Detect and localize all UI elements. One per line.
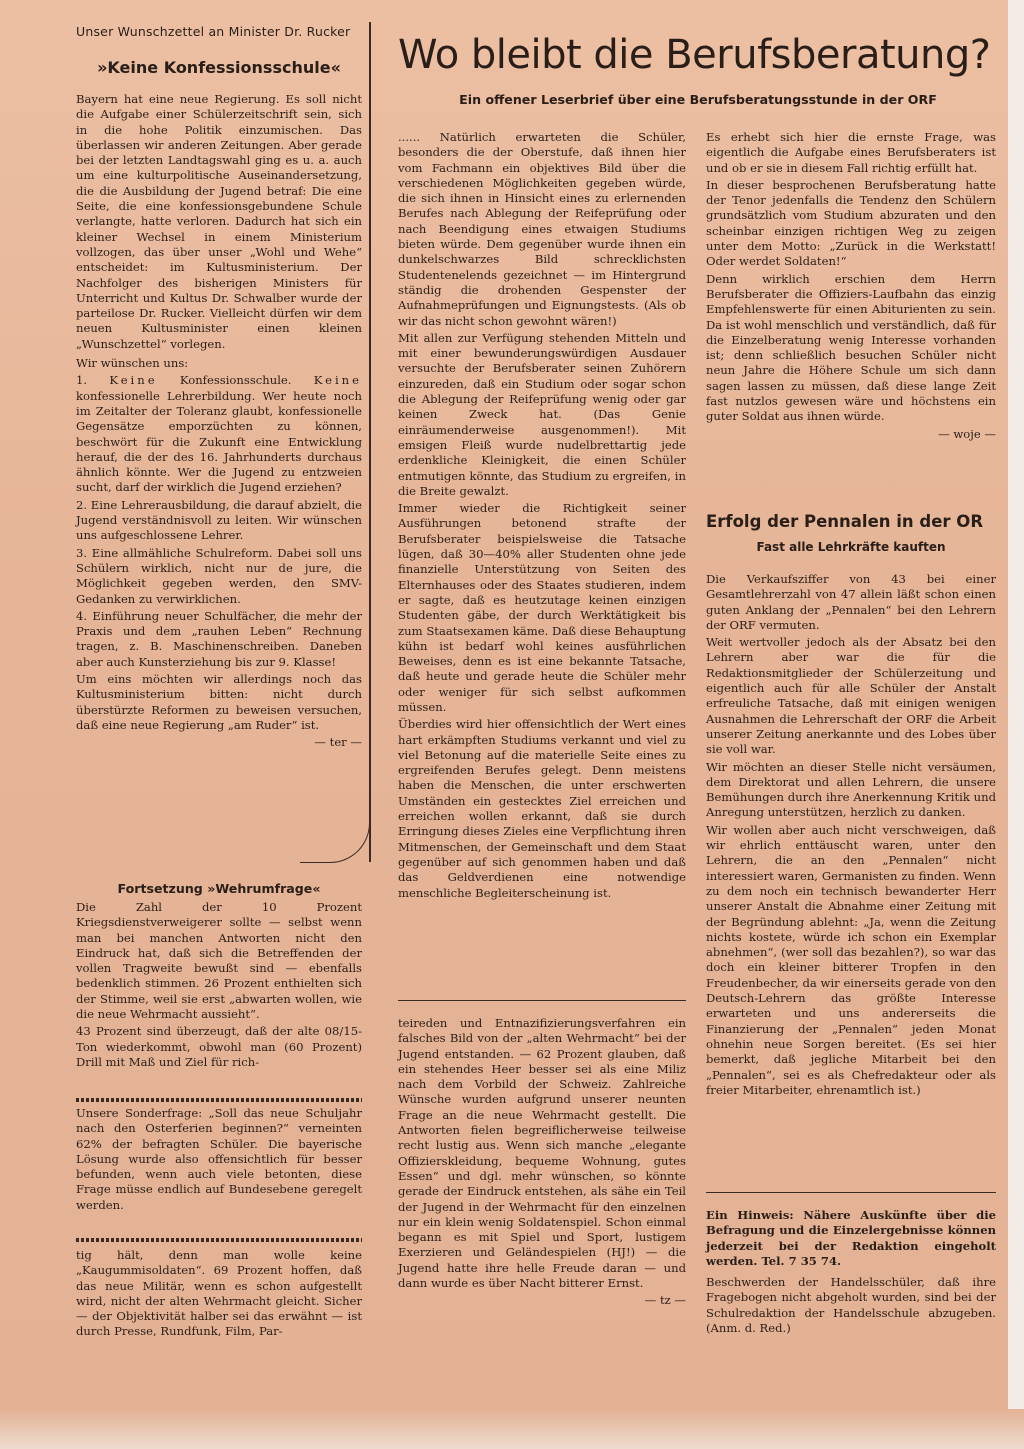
paragraph: Weit wertvoller jedoch als der Absatz bei den Lehrern aber war die für die Redaktionsmitglieder der Schülerzeitung und eigentlich auch für alle Schüler der Anstalt erfreuliche Tatsache, daß mit einigen wenigen Ausnahmen die Lehrerschaft der ORF die Arbeit unserer Zeitung anerkannte und des Lobes über sie voll war. <box>706 635 996 757</box>
wavy-rule <box>76 1098 362 1102</box>
wish-item: 3. Eine allmähliche Schulreform. Dabei soll uns Schülern wirklich, nicht nur de jure, die Möglichkeit gegeben werden, den SMV-Gedanken zu verwirklichen. <box>76 545 362 606</box>
pennalen-subheadline: Fast alle Lehrkräfte kauften <box>756 540 946 554</box>
column-divider <box>369 22 371 862</box>
wehr-middle-continued: teireden und Entnazifizierungsverfahren ein falsches Bild von der „alten Wehrmacht“ bei der Jugend entstanden. — 62 Prozent glauben, daß ein stehendes Heer besser sei als eine Miliz nach dem Vorbild der Schweiz. Zahlreiche Wünsche wurden aufgrund unserer neunten Frage an die neue Wehrmacht gestellt. Die Antworten fielen begreiflicherweise teilweise recht lustig aus. Wenn sich manche „elegante Offizierskleidung, bequeme Wohnung, gutes Essen“ und dgl. mehr wünschen, so könnte gerade der Eindruck entstehen, als sähe ein Teil der Jugend in der Wehrmacht für den einzelnen nur ein klein wenig Soldatenspiel. Schon einmal begann es mit Spiel und Sport, lustigem Exerzieren und Geländespielen (HJ!) — die Jugend hatte ihre helle Freude daran — und dann wurde es über Nacht bitterer Ernst. — tz — <box>398 1016 686 1308</box>
paragraph: Überdies wird hier offensichtlich der Wert eines hart erkämpften Studiums verkannt und viel zu viel Betonung auf die materielle Seite eines zu ergreifenden Berufes gelegt. Denn meistens haben die Menschen, die unter erschwerten Umständen ein gestecktes Ziel erreichen und erreichen wollen erkannt, daß sie durch Erringung dieses Zieles eine Verpflichtung ihren Mitmenschen, der Gemeinschaft und dem Staat gegenüber auf sich genommen haben und daß das Geldverdienen eine notwendige menschliche Begleiterscheinung ist. <box>398 717 686 900</box>
sonderfrage: Unsere Sonderfrage: „Soll das neue Schuljahr nach den Osterferien beginnen?“ verneinten 62% der befragten Schüler. Die bayerische Lösung wurde also offensichtlich für besser befunden, wenn auch viele betonten, diese Frage müsse endlich auf Bundesebene geregelt werden. <box>76 1106 362 1212</box>
main-headline: Wo bleibt die Berufsberatung? <box>398 32 991 78</box>
wavy-rule <box>76 1238 362 1242</box>
paragraph: Denn wirklich erschien dem Herrn Berufsberater die Offiziers-Laufbahn das einzig Empfehlenswerte für einen Abiturienten zu sein. Da ist wohl menschlich und verständlich, daß für die Einzelberatung wenig Interesse vorhanden ist; denn schließlich besuchen Schüler nicht neun Jahre die Höhere Schule um sich dann sagen lassen zu müssen, daß diese lange Zeit fast nutzlos gewesen wäre und höchstens ein guter Soldat aus ihnen würde. <box>706 271 996 424</box>
pennalen-body <box>706 572 996 1100</box>
paragraph: Die Zahl der 10 Prozent Kriegsdienstverweigerer sollte — selbst wenn man bei manchen Antworten nicht den Eindruck hat, daß sich die Betreffenden der vollen Tragweite bewußt sind — ebenfalls bedenklich stimmen. 26 Prozent enthielten sich der Stimme, weil sie erst „abwarten wollen, wie die neue Wehrmacht aussieht“. <box>76 900 362 1022</box>
closing-paragraph: Um eins möchten wir allerdings noch das Kultusministerium bitten: nicht durch überstürzte Reformen zu beweisen versuchen, daß eine neue Regierung „am Ruder“ ist. <box>76 671 362 732</box>
paragraph: Bayern hat eine neue Regierung. Es soll nicht die Aufgabe einer Schülerzeitschrift sein, sich in die hohe Politik einzumischen. Das überlassen wir anderen Zeitungen. Aber gerade bei der letzten Landtagswahl ging es u. a. auch um eine kulturpolitische Auseinandersetzung, die die Ausbildung der Jugend betraf: Die eine Seite, die eine konfessionsgebundene Schule verlangte, hatte verloren. Dadurch hat sich ein kleiner Wechsel in einem Ministerium vollzogen, das über unser „Wohl und Wehe“ entscheidet: im Kultusministerium. Der Nachfolger des bisherigen Ministers für Unterricht und Kultus Dr. Schwalber wurde der parteilose Dr. Rucker. Vielleicht dürfen wir dem neuen Kultusminister einen kleinen „Wunschzettel“ vorlegen. <box>76 92 362 351</box>
paragraph: 43 Prozent sind überzeugt, daß der alte 08/15-Ton wiederkommt, obwohl man (60 Prozent) Drill mit Maß und Ziel für rich- <box>76 1024 362 1069</box>
left-article-body <box>76 92 362 752</box>
wehr-headline: Fortsetzung »Wehrumfrage« <box>117 881 321 896</box>
column-rule <box>398 1000 686 1001</box>
paragraph: Wir wünschen uns: <box>76 356 189 371</box>
paragraph: ...... Natürlich erwarteten die Schüler, besonders die der Oberstufe, daß ihnen hier vom Fachmann ein objektives Bild über die verschiedenen Möglichkeiten gegeben würde, die sich ihnen in Hinsicht eines zu erlernenden Berufes nach Ablegung der Reifeprüfung oder nach Beendigung eines etwaigen Studiums bieten würde. Dem gegenüber wurde ihnen ein dunkelschwarzes Bild schrecklichsten Studentenelends gezeichnet — im Hintergrund ständig die drohenden Gespenster der Aufnahmeprüfungen und Eignungstests. (Als ob wir das nicht schon gewohnt wären!) <box>398 130 686 328</box>
wehr-continued: tig hält, denn man wolle keine „Kaugummisoldaten“. 69 Prozent hoffen, daß das neue Militär, wenn es schon aufgestellt wird, nicht der alten Wehrmacht gleicht. Sicher — der Objektivität halber sei das erwähnt — ist durch Presse, Rundfunk, Film, Par- <box>76 1248 362 1339</box>
paragraph: Die Verkaufsziffer von 43 bei einer Gesamtlehrerzahl von 47 allein läßt schon einen guten Anklang der „Pennalen“ bei den Lehrern der ORF vermuten. <box>706 572 996 632</box>
signature: — woje — <box>938 426 996 441</box>
separator-rule <box>706 1192 996 1193</box>
hinweis-notice: Ein Hinweis: Nähere Auskünfte über die Befragung und die Einzelergebnisse können jederzeit bei der Redaktion eingeholt werden. Tel. 7 35 74. Beschwerden der Handelsschüler, daß ihre Fragebogen nicht abgeholt wurden, sind bei der Schulredaktion der Handelsschule abzugeben. (Anm. d. Red.) <box>706 1208 996 1336</box>
signature: — tz — <box>644 1293 686 1308</box>
main-column-1 <box>398 130 686 903</box>
main-column-2 <box>706 130 996 444</box>
paragraph: Mit allen zur Verfügung stehenden Mitteln und mit einer bewunderungswürdigen Ausdauer versuchte der Berufsberater seinen Zuhörern einzureden, daß ein Studium oder sogar schon die Ablegung der Reifeprüfung wenig oder gar keinen Zweck hat. (Das Genie einräumenderweise ausgenommen!). Mit emsigen Fleiß wurde nudelbrettartig jede erdenkliche Kleinigkeit, die einen Schüler entmutigen könnte, das Studium zu ergreifen, in die Breite gewalzt. <box>398 330 686 498</box>
left-kicker: Unser Wunschzettel an Minister Dr. Rucker <box>76 24 351 39</box>
paragraph: Wir möchten an dieser Stelle nicht versäumen, dem Direktorat und allen Lehrern, die unsere Bemühungen durch ihre Anerkennung Kritik und Anregung unterstützen, herzlich zu danken. <box>706 759 996 820</box>
box-corner-curve <box>300 822 370 863</box>
paragraph: In dieser besprochenen Berufsberatung hatte der Tenor jedenfalls die Tendenz den Schülern grundsätzlich vom Studium abzuraten und den scheinbar einzigen richtigen Weg zu zeigen unter dem Motto: „Zurück in die Werkstatt! Oder werdet Soldaten!“ <box>706 177 996 269</box>
main-subheadline: Ein offener Leserbrief über eine Berufsberatungsstunde in der ORF <box>459 92 937 107</box>
wish-item-1: 1. Keine Konfessionsschule. Keine konfessionelle Lehrerbildung. Wer heute noch im Zeitalter der Toleranz glaubt, konfessionelle Gegensätze emporzüchten zu können, beschwört für die Zukunft eine Entwicklung herauf, die der des 16. Jahrhunderts durchaus ähnlich könnte. Wer die Jugend zu entzweien sucht, darf der wirklich die Jugend erziehen? <box>76 373 362 495</box>
wish-item: 2. Eine Lehrerausbildung, die darauf abzielt, die Jugend verständnisvoll zu leiten. Wir wünschen uns aufgeschlossene Lehrer. <box>76 497 362 543</box>
paragraph: Immer wieder die Richtigkeit seiner Ausführungen betonend strafte der Berufsberater beispielsweise die Tatsache lügen, daß 30—40% aller Studenten ohne jede finanzielle Unterstützung von Seiten des Elternhauses oder des Staates studieren, indem er sagte, daß es heutzutage keinen einzigen Studenten gäbe, der durch Werktätigkeit bis zum Staatsexamen käme. Daß diese Behauptung kühn ist bedarf wohl keines ausführlichen Beweises, denn es ist eine bekannte Tatsache, daß heute und gerade heute die Schüler mehr oder weniger für sich selbst aufkommen müssen. <box>398 501 686 714</box>
pennalen-headline: Erfolg der Pennalen in der OR <box>706 512 984 531</box>
wehr-body <box>76 900 362 1072</box>
signature: — ter — <box>314 735 362 750</box>
paragraph: Es erhebt sich hier die ernste Frage, was eigentlich die Aufgabe eines Berufsberaters ist und ob er sie in diesem Fall richtig erfüllt hat. <box>706 130 996 175</box>
page-edge-right <box>1008 0 1024 1449</box>
paragraph: Wir wollen aber auch nicht verschweigen, daß wir ehrlich enttäuscht waren, unter den Lehrern, die an den „Pennalen“ nicht interessiert waren, Germanisten zu finden. Wenn zu dem noch ein technisch bewanderter Herr unserer Anstalt die Abnahme einer Zeitung mit der Begründung ablehnt: „Ja, wenn die Zeitung nichts kostete, würde ich schon ein Exemplar abnehmen“, (wer soll das bezahlen?), so war das doch ein kleiner bitterer Tropfen in den Freudenbecher, da wir einerseits gerade von den Deutsch-Lehrern das größte Interesse erwarteten und uns andererseits die Finanzierung der „Pennalen“ jeden Monat ohnehin neue Sorgen bereitet. (Es sei hier bemerkt, daß jegliche Mitarbeit bei den „Pennalen“, sei es als Chefredakteur oder als freier Mitarbeiter, ehrenamtlich ist.) <box>706 822 996 1097</box>
left-headline: »Keine Konfessionsschule« <box>97 58 341 77</box>
wish-item: 4. Einführung neuer Schulfächer, die mehr der Praxis und dem „rauhen Leben“ Rechnung tragen, z. B. Maschinenschreiben. Daneben aber auch Kunsterziehung bis zur 9. Klasse! <box>76 608 362 669</box>
page-edge-bottom <box>0 1409 1024 1449</box>
